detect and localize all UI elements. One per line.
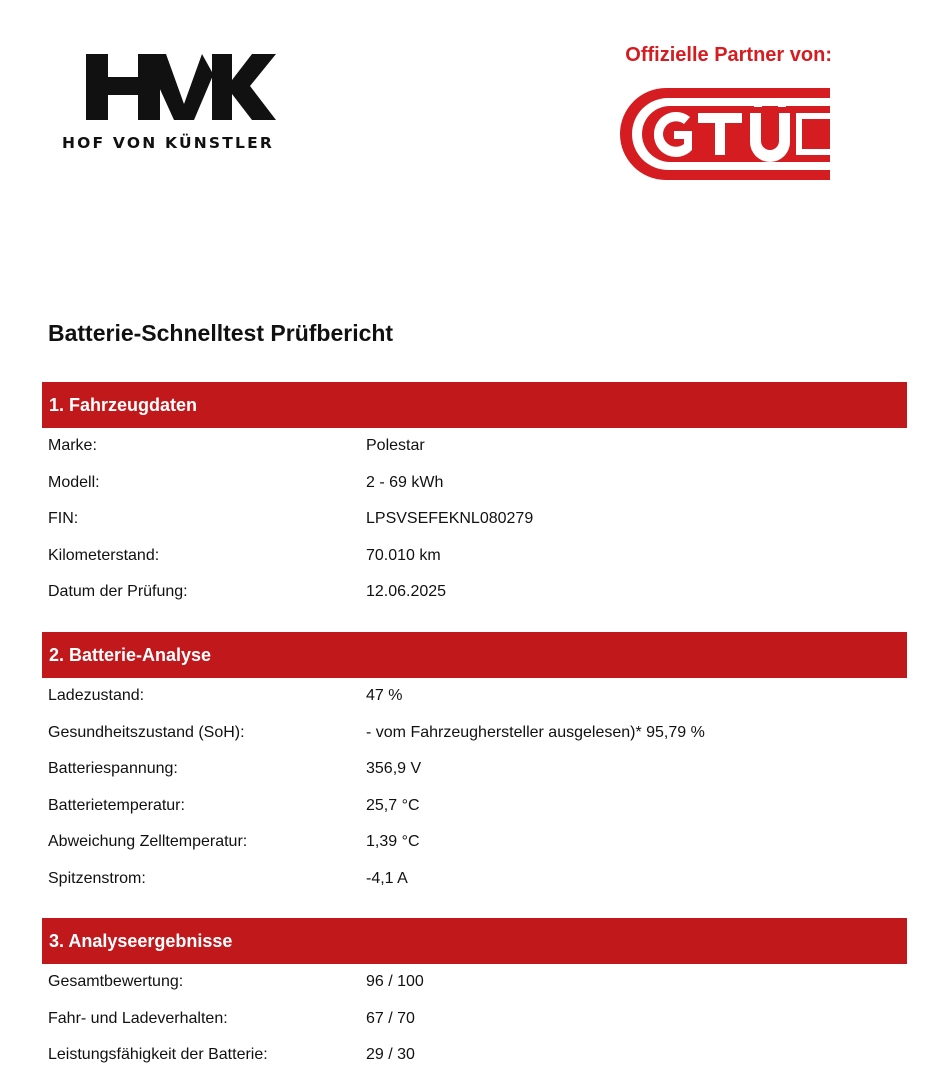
section-batterie-analyse [42, 632, 907, 897]
row-label: Kilometerstand: [48, 546, 160, 564]
row-label: Gesamtbewertung: [48, 973, 184, 990]
hvk-logo-mark [86, 54, 276, 120]
row-label: Datum der Prüfung: [48, 583, 188, 600]
hvk-logo-subtitle: HOF VON KÜNSTLER [62, 134, 275, 152]
row-label: Spitzenstrom: [48, 869, 146, 887]
row-value: LPSVSEFEKNL080279 [366, 510, 534, 527]
data-row [42, 1037, 907, 1074]
data-row [42, 678, 907, 715]
section-header: 3. Analyseergebnisse [42, 918, 907, 964]
data-row [42, 501, 907, 538]
data-row [42, 1001, 907, 1038]
data-row [42, 428, 907, 465]
row-value: 47 % [366, 687, 403, 704]
row-value: 356,9 V [366, 760, 422, 777]
row-value: - vom Fahrzeughersteller ausgelesen)* 95,79 % [366, 723, 705, 741]
data-row [42, 861, 907, 898]
row-value: 67 / 70 [366, 1009, 415, 1027]
row-label: Batteriespannung: [48, 760, 178, 777]
row-value: -4,1 A [366, 869, 408, 887]
row-label: Abweichung Zelltemperatur: [48, 833, 248, 850]
row-value: 29 / 30 [366, 1046, 415, 1063]
hvk-logo [62, 50, 302, 154]
data-row [42, 964, 907, 1001]
row-value: 2 - 69 kWh [366, 473, 444, 491]
row-value: 12.06.2025 [366, 583, 447, 600]
section-fahrzeugdaten [42, 382, 907, 611]
data-row [42, 574, 907, 611]
row-value: 1,39 °C [366, 833, 420, 850]
row-label: Gesundheitszustand (SoH): [48, 723, 245, 741]
row-value: 25,7 °C [366, 796, 420, 814]
row-label: Fahr- und Ladeverhalten: [48, 1009, 228, 1027]
row-label: Batterietemperatur: [48, 796, 185, 814]
row-label: Ladezustand: [48, 687, 145, 704]
partner-label: Offizielle Partner von: [625, 44, 832, 66]
row-label: Modell: [48, 473, 100, 491]
report-title: Batterie-Schnelltest Prüfbericht [48, 320, 394, 346]
data-row [42, 538, 907, 575]
row-label: Marke: [48, 437, 97, 454]
row-label: Leistungsfähigkeit der Batterie: [48, 1046, 268, 1063]
data-row [42, 751, 907, 788]
section-header: 1. Fahrzeugdaten [42, 382, 907, 428]
row-value: Polestar [366, 437, 425, 454]
row-value: 70.010 km [366, 546, 441, 564]
data-row [42, 465, 907, 502]
data-row [42, 788, 907, 825]
row-label: FIN: [48, 510, 79, 527]
row-value: 96 / 100 [366, 973, 424, 990]
section-analyseergebnisse [42, 918, 907, 1074]
gtu-logo [618, 86, 832, 187]
section-header: 2. Batterie-Analyse [42, 632, 907, 678]
data-row [42, 715, 907, 752]
data-row [42, 824, 907, 861]
